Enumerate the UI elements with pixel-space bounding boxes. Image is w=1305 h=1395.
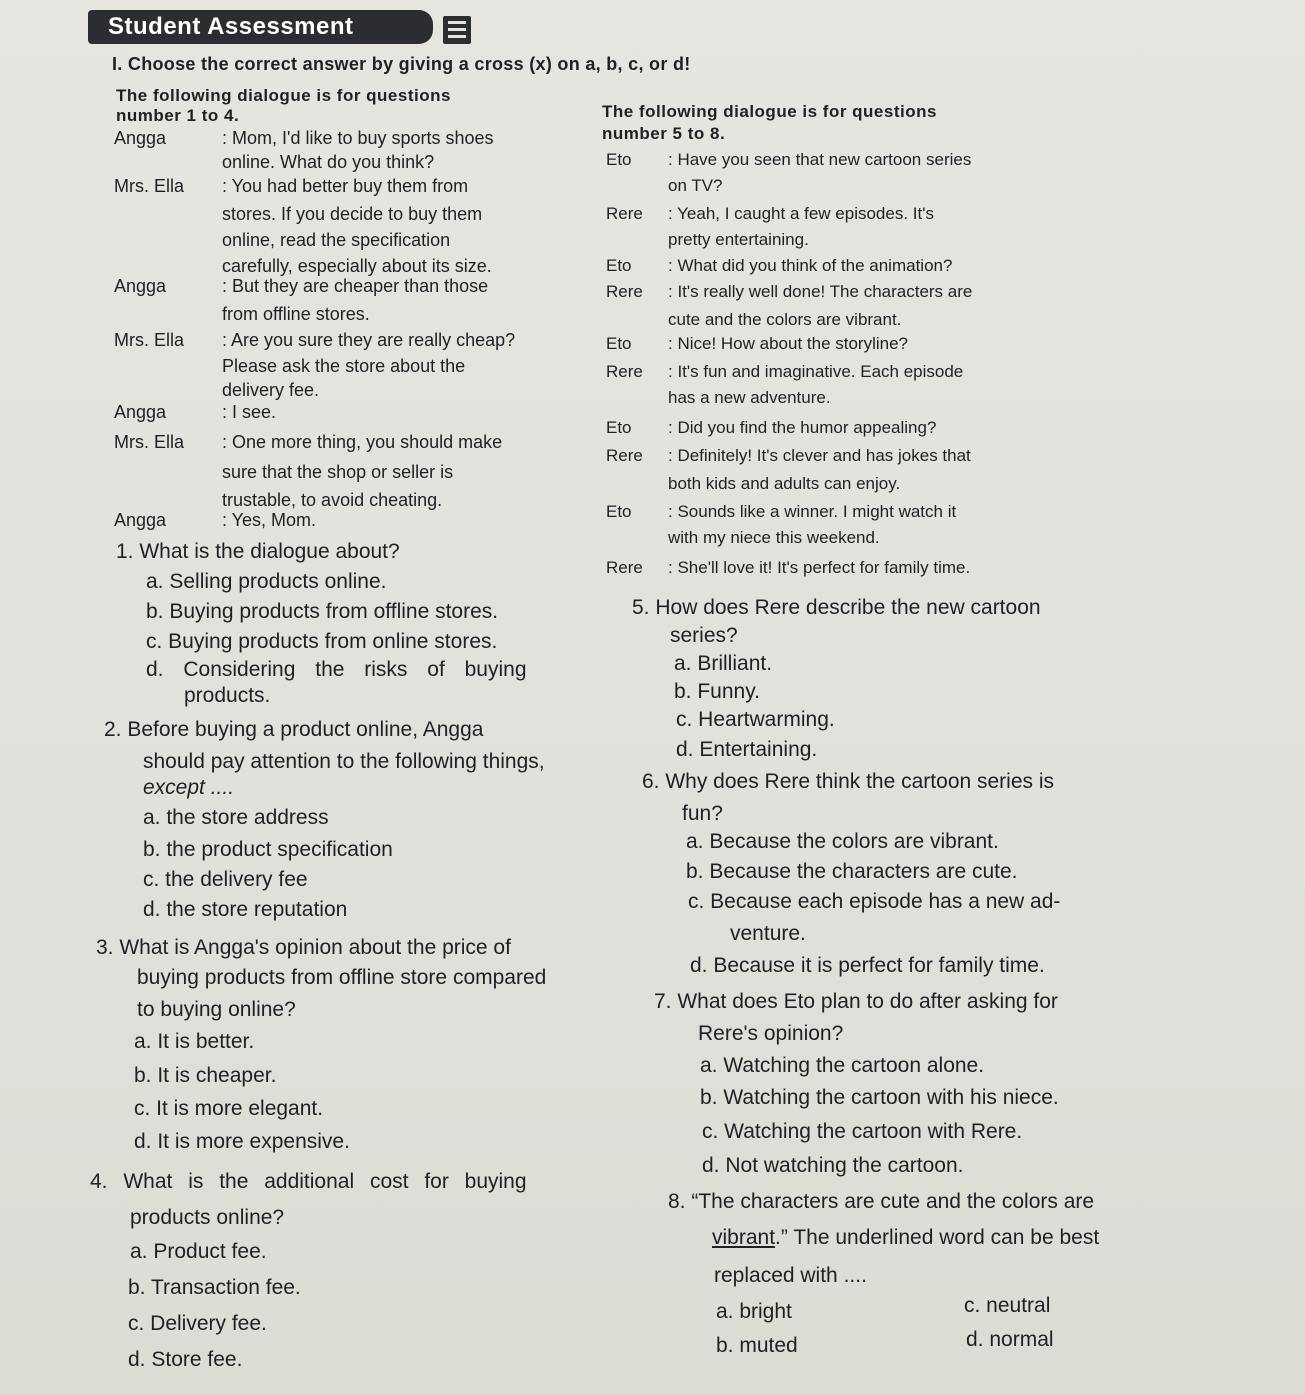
question-3-cont-2: to buying online? bbox=[137, 998, 296, 1021]
right-dialogue-line bbox=[606, 362, 963, 382]
instruction: I. Choose the correct answer by giving a cross (x) on a, b, c, or d! bbox=[112, 54, 691, 74]
dialogue-text: online. What do you think? bbox=[222, 152, 435, 172]
question-2-except: except .... bbox=[143, 776, 235, 799]
right-dialogue-line bbox=[606, 204, 934, 224]
left-dialogue-line bbox=[114, 356, 465, 377]
right-dialogue-line bbox=[606, 282, 972, 302]
left-dialogue-line bbox=[114, 230, 450, 251]
question-7-cont: Rere's opinion? bbox=[698, 1022, 844, 1045]
dialogue-text: : What did you think of the animation? bbox=[668, 256, 953, 275]
left-dialogue-line bbox=[114, 402, 276, 423]
dialogue-text: : She'll love it! It's perfect for family time. bbox=[668, 558, 971, 577]
speaker-name: Angga bbox=[114, 276, 167, 296]
right-dialogue-line bbox=[606, 446, 971, 466]
q3-option-b[interactable]: b. It is cheaper. bbox=[134, 1064, 277, 1087]
question-6: 6. Why does Rere think the cartoon series is bbox=[642, 770, 1055, 793]
speaker-name: Rere bbox=[606, 204, 643, 223]
q1-option-a[interactable]: a. Selling products online. bbox=[146, 570, 387, 593]
question-7: 7. What does Eto plan to do after asking for bbox=[654, 990, 1058, 1013]
speaker-name: Eto bbox=[606, 150, 632, 169]
speaker-name: Angga bbox=[114, 510, 167, 530]
q5-option-c[interactable]: c. Heartwarming. bbox=[676, 708, 835, 731]
q8-option-c[interactable]: c. neutral bbox=[964, 1294, 1051, 1317]
speaker-name: Rere bbox=[606, 362, 643, 381]
left-dialogue-line bbox=[114, 380, 319, 401]
dialogue-text: : Sounds like a winner. I might watch it bbox=[668, 502, 957, 521]
question-5: 5. How does Rere describe the new cartoon bbox=[632, 596, 1041, 619]
q1-option-d[interactable]: d. Considering the risks of buying bbox=[146, 658, 527, 681]
dialogue-text: cute and the colors are vibrant. bbox=[668, 310, 902, 329]
dialogue-text: : I see. bbox=[222, 402, 277, 422]
question-5-cont: series? bbox=[670, 624, 738, 647]
q7-option-a[interactable]: a. Watching the cartoon alone. bbox=[700, 1054, 985, 1077]
speaker-name: Mrs. Ella bbox=[114, 330, 185, 350]
dialogue-text: both kids and adults can enjoy. bbox=[668, 474, 901, 493]
right-dialogue-line bbox=[606, 474, 900, 494]
q4-option-c[interactable]: c. Delivery fee. bbox=[128, 1312, 267, 1335]
dialogue-text: : Yeah, I caught a few episodes. It's bbox=[668, 204, 934, 223]
dialogue-text: stores. If you decide to buy them bbox=[222, 204, 483, 224]
speaker-name: Angga bbox=[114, 402, 167, 422]
speaker-name: Mrs. Ella bbox=[114, 176, 185, 196]
left-dialogue-line bbox=[114, 176, 468, 197]
q8-option-b[interactable]: b. muted bbox=[716, 1334, 798, 1357]
left-dialogue-line bbox=[114, 128, 494, 149]
dialogue-text: : Have you seen that new cartoon series bbox=[668, 150, 972, 169]
book-icon bbox=[440, 14, 474, 46]
q1-option-c[interactable]: c. Buying products from online stores. bbox=[146, 630, 498, 653]
page-title: Student Assessment bbox=[108, 13, 354, 40]
dialogue-text: : Are you sure they are really cheap? bbox=[222, 330, 516, 350]
dialogue-text: carefully, especially about its size. bbox=[222, 256, 492, 276]
dialogue-text: : But they are cheaper than those bbox=[222, 276, 489, 296]
dialogue-text: : Mom, I'd like to buy sports shoes bbox=[222, 128, 494, 148]
left-dialogue-line bbox=[114, 510, 316, 531]
left-dialogue-line bbox=[114, 276, 488, 297]
question-3-cont: buying products from offline store compared bbox=[137, 966, 547, 989]
dialogue-text: : It's really well done! The characters are bbox=[668, 282, 973, 301]
q2-option-d[interactable]: d. the store reputation bbox=[143, 898, 348, 921]
dialogue-text: from offline stores. bbox=[222, 304, 370, 324]
left-dialogue-line bbox=[114, 256, 492, 277]
left-dialogue-line bbox=[114, 304, 370, 325]
q6-option-c[interactable]: c. Because each episode has a new ad- bbox=[688, 890, 1061, 913]
left-dialogue-line bbox=[114, 490, 442, 511]
dialogue-text: sure that the shop or seller is bbox=[222, 462, 454, 482]
right-dialogue-line bbox=[606, 388, 831, 408]
q6-option-b[interactable]: b. Because the characters are cute. bbox=[686, 860, 1018, 883]
right-dialogue-line bbox=[606, 256, 952, 276]
q7-option-b[interactable]: b. Watching the cartoon with his niece. bbox=[700, 1086, 1059, 1109]
underlined-word: vibrant bbox=[712, 1226, 776, 1249]
question-4-cont: products online? bbox=[130, 1206, 285, 1229]
right-dialogue-line bbox=[606, 418, 936, 438]
speaker-name: Rere bbox=[606, 282, 643, 301]
dialogue-text: : You had better buy them from bbox=[222, 176, 469, 196]
q5-option-b[interactable]: b. Funny. bbox=[674, 680, 760, 703]
q4-option-d[interactable]: d. Store fee. bbox=[128, 1348, 243, 1371]
speaker-name: Rere bbox=[606, 446, 643, 465]
right-dialogue-line bbox=[606, 558, 970, 578]
question-2: 2. Before buying a product online, Angga bbox=[104, 718, 484, 741]
q7-option-c[interactable]: c. Watching the cartoon with Rere. bbox=[702, 1120, 1023, 1143]
question-2-cont: should pay attention to the following things, bbox=[143, 750, 545, 773]
left-dialogue-line bbox=[114, 432, 502, 453]
title-banner bbox=[88, 10, 433, 44]
left-dialogue-header: The following dialogue is for questions bbox=[116, 86, 451, 105]
left-dialogue-header-cont: number 1 to 4. bbox=[116, 106, 240, 125]
right-dialogue-line bbox=[606, 334, 908, 354]
dialogue-text: trustable, to avoid cheating. bbox=[222, 490, 443, 510]
speaker-name: Eto bbox=[606, 256, 632, 275]
q3-option-d[interactable]: d. It is more expensive. bbox=[134, 1130, 350, 1153]
right-dialogue-line bbox=[606, 502, 956, 522]
q1-option-d-cont: products. bbox=[184, 684, 271, 707]
q7-option-d[interactable]: d. Not watching the cartoon. bbox=[702, 1154, 964, 1177]
q2-option-b[interactable]: b. the product specification bbox=[143, 838, 393, 861]
speaker-name: Eto bbox=[606, 418, 632, 437]
speaker-name: Eto bbox=[606, 502, 632, 521]
dialogue-text: on TV? bbox=[668, 176, 723, 195]
q6-option-d[interactable]: d. Because it is perfect for family time. bbox=[690, 954, 1045, 977]
q4-option-a[interactable]: a. Product fee. bbox=[130, 1240, 267, 1263]
question-4: 4. What is the additional cost for buying bbox=[90, 1170, 527, 1193]
question-1: 1. What is the dialogue about? bbox=[116, 540, 400, 563]
speaker-name: Angga bbox=[114, 128, 167, 148]
dialogue-text: : Did you find the humor appealing? bbox=[668, 418, 937, 437]
q3-option-a[interactable]: a. It is better. bbox=[134, 1030, 255, 1053]
question-8-cont-text: .” The underlined word can be best bbox=[775, 1226, 1100, 1249]
q5-option-a[interactable]: a. Brilliant. bbox=[674, 652, 773, 675]
speaker-name: Mrs. Ella bbox=[114, 432, 185, 452]
right-dialogue-line bbox=[606, 310, 901, 330]
left-dialogue-line bbox=[114, 152, 434, 173]
q6-option-c-cont: venture. bbox=[730, 922, 806, 945]
question-8: 8. “The characters are cute and the colors are bbox=[668, 1190, 1095, 1213]
q2-option-c[interactable]: c. the delivery fee bbox=[143, 868, 308, 891]
right-dialogue-header-cont: number 5 to 8. bbox=[602, 124, 726, 143]
right-dialogue-line bbox=[606, 230, 809, 250]
q6-option-a[interactable]: a. Because the colors are vibrant. bbox=[686, 830, 999, 853]
question-8-cont-2: replaced with .... bbox=[714, 1264, 867, 1287]
dialogue-text: has a new adventure. bbox=[668, 388, 831, 407]
q1-option-b[interactable]: b. Buying products from offline stores. bbox=[146, 600, 499, 623]
q8-option-a[interactable]: a. bright bbox=[716, 1300, 792, 1323]
right-dialogue-header: The following dialogue is for questions bbox=[602, 102, 937, 121]
speaker-name: Eto bbox=[606, 334, 632, 353]
dialogue-text: Please ask the store about the bbox=[222, 356, 466, 376]
dialogue-text: pretty entertaining. bbox=[668, 230, 809, 249]
question-3: 3. What is Angga's opinion about the price of bbox=[96, 936, 511, 959]
question-6-cont: fun? bbox=[682, 802, 723, 825]
dialogue-text: : One more thing, you should make bbox=[222, 432, 503, 452]
q8-option-d[interactable]: d. normal bbox=[966, 1328, 1054, 1351]
dialogue-text: online, read the specification bbox=[222, 230, 451, 250]
dialogue-text: with my niece this weekend. bbox=[668, 528, 880, 547]
question-8-cont bbox=[712, 1226, 1099, 1250]
q5-option-d[interactable]: d. Entertaining. bbox=[676, 738, 818, 761]
dialogue-text: : Nice! How about the storyline? bbox=[668, 334, 909, 353]
q3-option-c[interactable]: c. It is more elegant. bbox=[134, 1097, 324, 1120]
right-dialogue-line bbox=[606, 150, 971, 170]
left-dialogue-line bbox=[114, 462, 453, 483]
dialogue-text: : Definitely! It's clever and has jokes that bbox=[668, 446, 971, 465]
dialogue-text: : It's fun and imaginative. Each episode bbox=[668, 362, 964, 381]
q4-option-b[interactable]: b. Transaction fee. bbox=[128, 1276, 301, 1299]
speaker-name: Rere bbox=[606, 558, 643, 577]
left-dialogue-line bbox=[114, 330, 515, 351]
left-dialogue-line bbox=[114, 204, 482, 225]
right-dialogue-line bbox=[606, 176, 723, 196]
dialogue-text: delivery fee. bbox=[222, 380, 320, 400]
dialogue-text: : Yes, Mom. bbox=[222, 510, 317, 530]
q2-option-a[interactable]: a. the store address bbox=[143, 806, 329, 829]
right-dialogue-line bbox=[606, 528, 880, 548]
